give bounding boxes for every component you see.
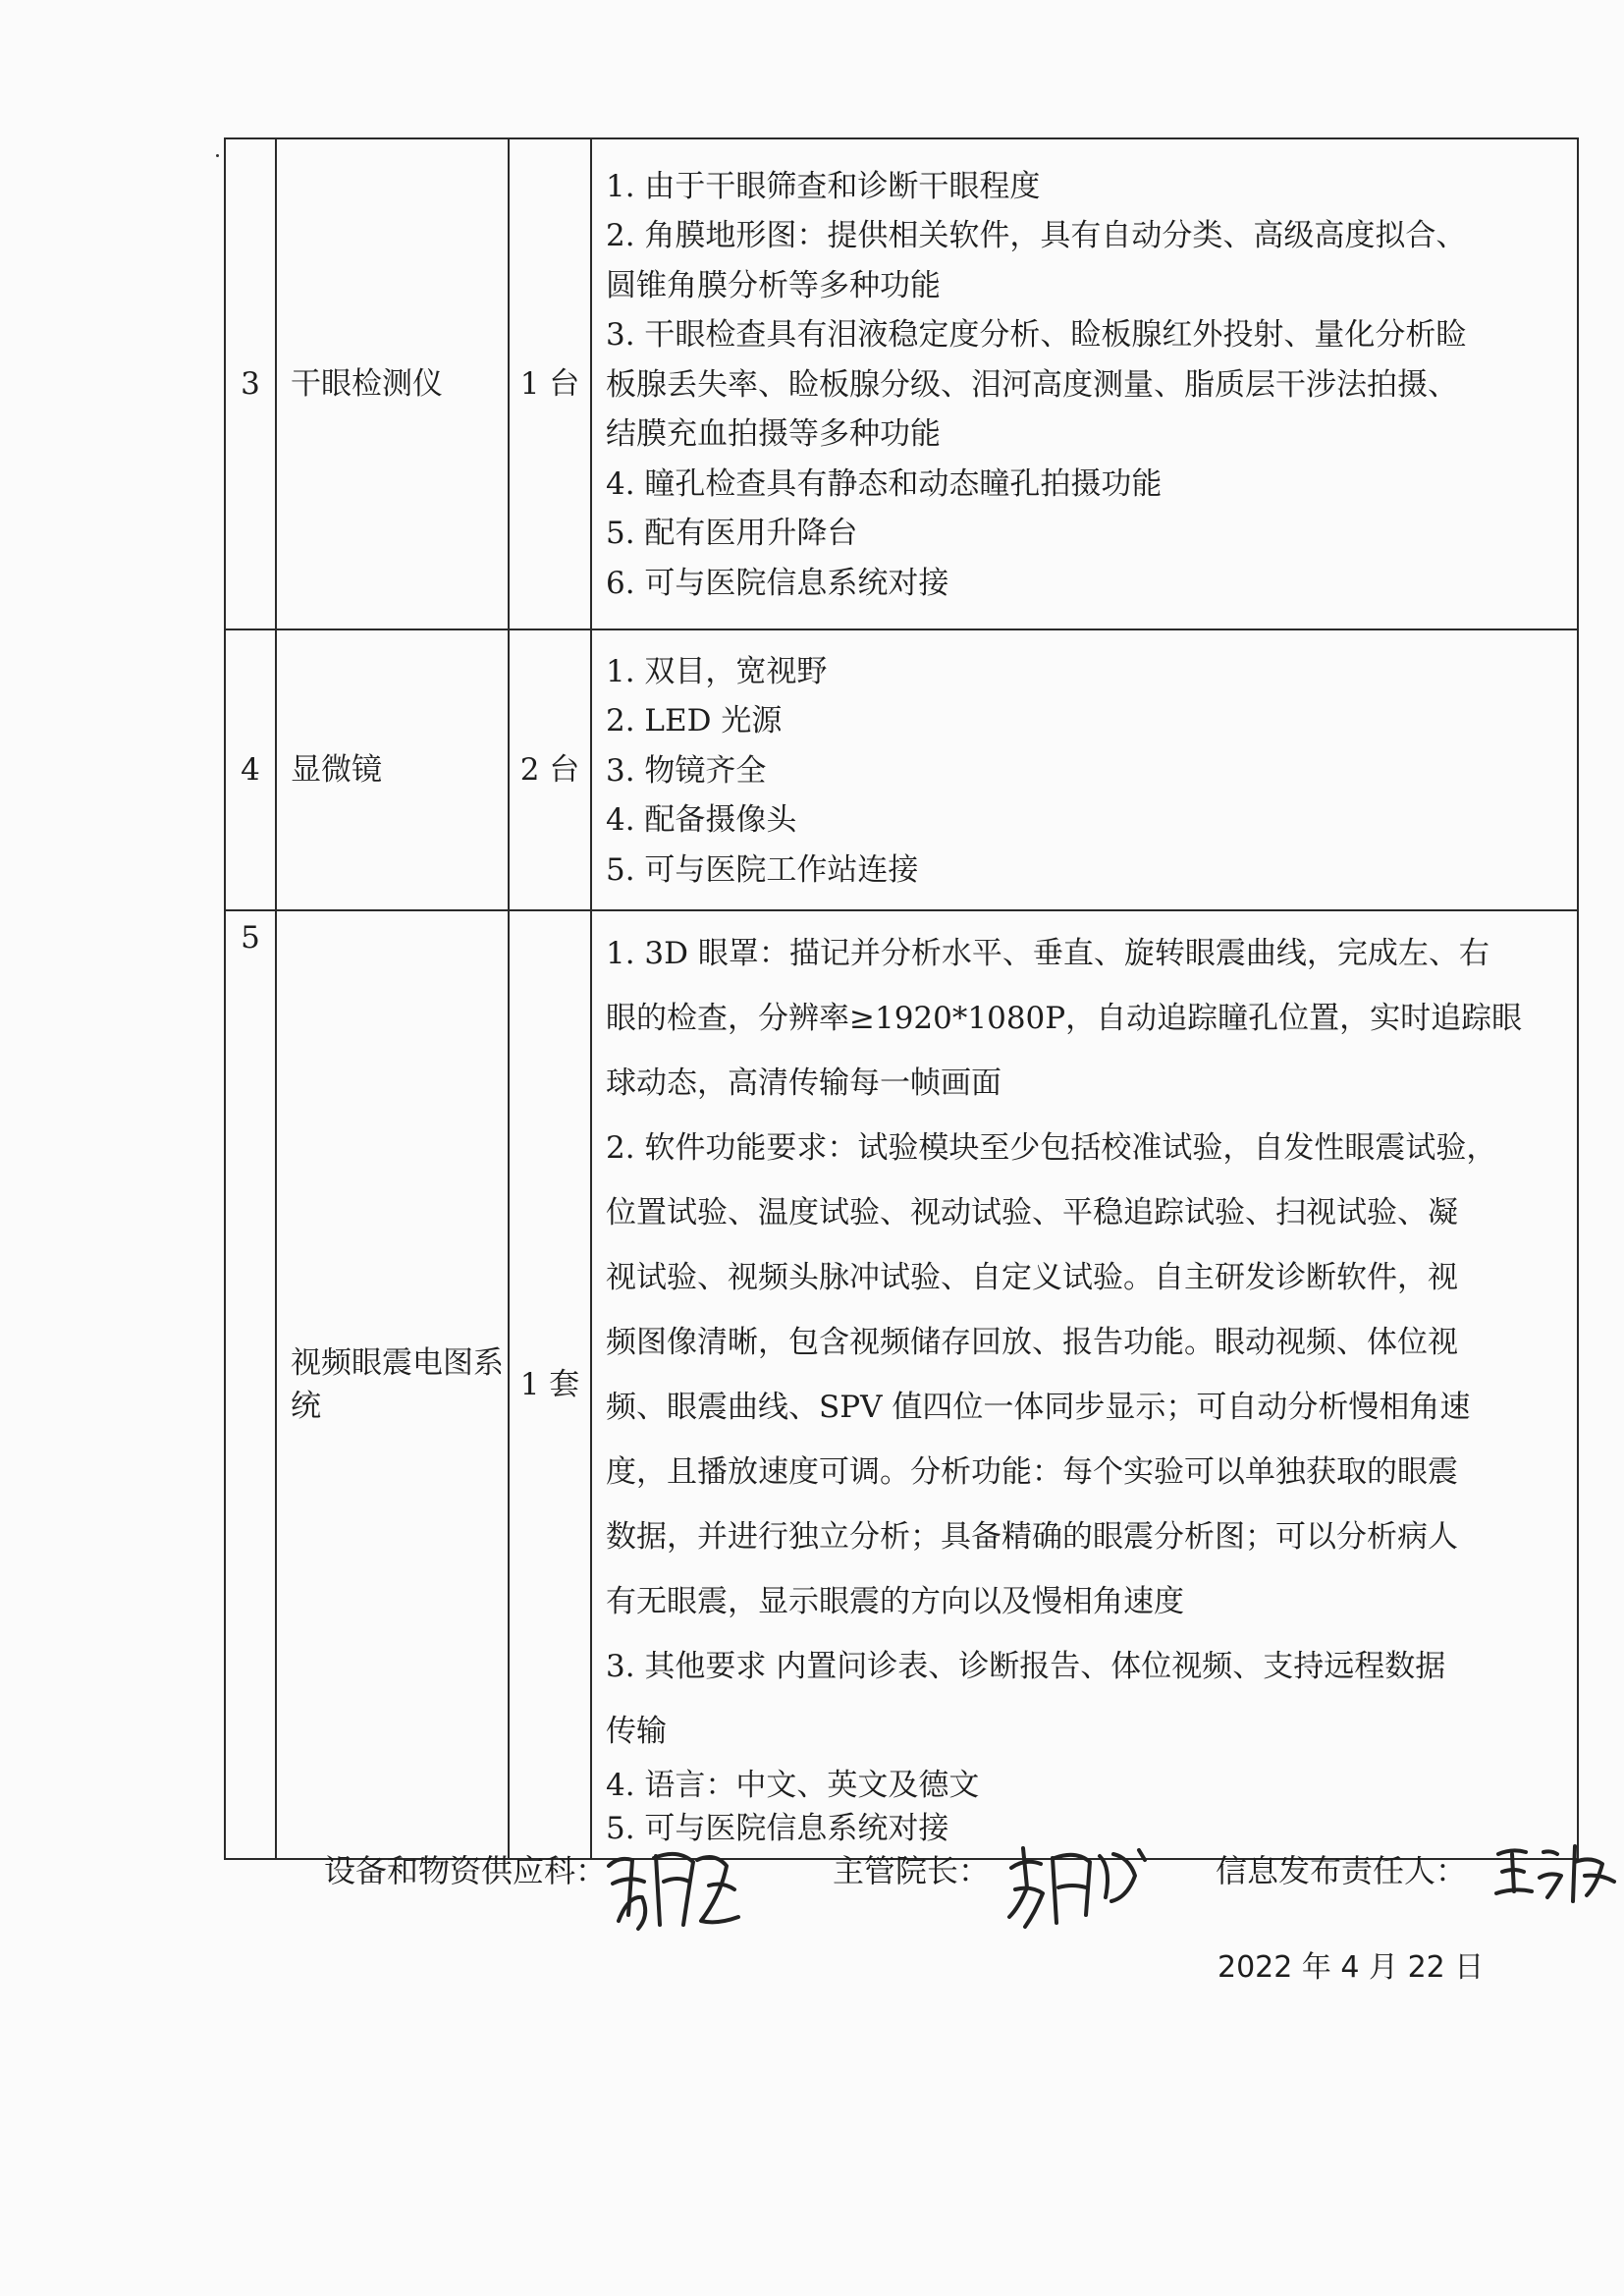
requirement-line: 5. 可与医院信息系统对接 bbox=[606, 1811, 949, 1846]
requirement-line: 5. 配有医用升降台 bbox=[606, 516, 858, 552]
equipment-name-text: 视频眼震电图系统 bbox=[291, 1345, 504, 1424]
requirement-line: 3. 物镜齐全 bbox=[606, 752, 767, 789]
row-number: 5 bbox=[225, 910, 276, 1859]
requirement-line: 4. 语言：中文、英文及德文 bbox=[606, 1768, 980, 1803]
requirement-line: 板腺丢失率、睑板腺分级、泪河高度测量、脂质层干涉法拍摄、 bbox=[606, 366, 1458, 403]
requirement-line: 5. 可与医院工作站连接 bbox=[606, 851, 919, 888]
info-release-label: 信息发布责任人： bbox=[1216, 1852, 1468, 1889]
requirement-line: 位置试验、温度试验、视动试验、平稳追踪试验、扫视试验、凝 bbox=[606, 1195, 1458, 1230]
requirement-line: 频图像清晰，包含视频储存回放、报告功能。眼动视频、体位视 bbox=[606, 1325, 1458, 1360]
requirement-line: 有无眼震，显示眼震的方向以及慢相角速度 bbox=[606, 1584, 1184, 1619]
equipment-dept-signature bbox=[599, 1827, 756, 1944]
equipment-requirements bbox=[591, 629, 1578, 910]
stray-dot bbox=[216, 154, 219, 157]
requirement-line: 2. 角膜地形图：提供相关软件，具有自动分类、高级高度拟合、 bbox=[606, 218, 1467, 254]
requirement-line: 视试验、视频头脉冲试验、自定义试验。自主研发诊断软件，视 bbox=[606, 1260, 1458, 1295]
row-number: 3 bbox=[225, 138, 276, 629]
requirement-line: 3. 干眼检查具有泪液稳定度分析、睑板腺红外投射、量化分析睑 bbox=[606, 317, 1467, 354]
equipment-name bbox=[276, 910, 509, 1859]
requirement-line: 1. 由于干眼筛查和诊断干眼程度 bbox=[606, 168, 1041, 204]
requirement-line: 球动态，高清传输每一帧画面 bbox=[606, 1066, 1001, 1101]
dean-label: 主管院长： bbox=[833, 1852, 991, 1889]
requirement-line: 4. 瞳孔检查具有静态和动态瞳孔拍摄功能 bbox=[606, 465, 1163, 502]
equipment-quantity: 1 套 bbox=[509, 910, 591, 1859]
document-date: 2022 年 4 月 22 日 bbox=[1218, 1950, 1485, 1985]
requirement-line: 结膜充血拍摄等多种功能 bbox=[606, 416, 941, 453]
equipment-requirements bbox=[591, 138, 1578, 629]
requirement-line: 传输 bbox=[606, 1714, 667, 1749]
table-row bbox=[225, 629, 1578, 910]
requirement-line: 圆锥角膜分析等多种功能 bbox=[606, 267, 941, 303]
requirement-line: 2. 软件功能要求：试验模块至少包括校准试验，自发性眼震试验， bbox=[606, 1130, 1497, 1166]
equipment-name: 干眼检测仪 bbox=[276, 138, 509, 629]
equipment-dept-label: 设备和物资供应科： bbox=[324, 1852, 608, 1889]
requirement-line: 度，且播放速度可调。分析功能：每个实验可以单独获取的眼震 bbox=[606, 1454, 1458, 1490]
requirement-line: 3. 其他要求 内置问诊表、诊断报告、体位视频、支持远程数据 bbox=[606, 1649, 1446, 1684]
requirement-line: 眼的检查，分辨率≥1920*1080P，自动追踪瞳孔位置，实时追踪眼 bbox=[606, 1001, 1523, 1036]
table-row bbox=[225, 138, 1578, 629]
requirement-line: 1. 3D 眼罩：描记并分析水平、垂直、旋转眼震曲线，完成左、右 bbox=[606, 936, 1489, 971]
table-row bbox=[225, 910, 1578, 1859]
equipment-requirements bbox=[591, 910, 1578, 1859]
requirement-line: 频、眼震曲线、SPV 值四位一体同步显示；可自动分析慢相角速 bbox=[606, 1390, 1471, 1425]
requirement-line: 1. 双目，宽视野 bbox=[606, 653, 828, 689]
equipment-quantity: 2 台 bbox=[509, 629, 591, 910]
requirement-line: 数据，并进行独立分析；具备精确的眼震分析图；可以分析病人 bbox=[606, 1519, 1458, 1555]
requirement-line: 6. 可与医院信息系统对接 bbox=[606, 565, 949, 601]
requirement-line: 4. 配备摄像头 bbox=[606, 802, 797, 839]
equipment-quantity: 1 台 bbox=[509, 138, 591, 629]
row-number: 4 bbox=[225, 629, 276, 910]
equipment-name: 显微镜 bbox=[276, 629, 509, 910]
info-release-signature bbox=[1492, 1832, 1620, 1911]
equipment-spec-table bbox=[224, 137, 1579, 1860]
dean-signature bbox=[1001, 1829, 1159, 1937]
requirement-line: 2. LED 光源 bbox=[606, 703, 783, 739]
